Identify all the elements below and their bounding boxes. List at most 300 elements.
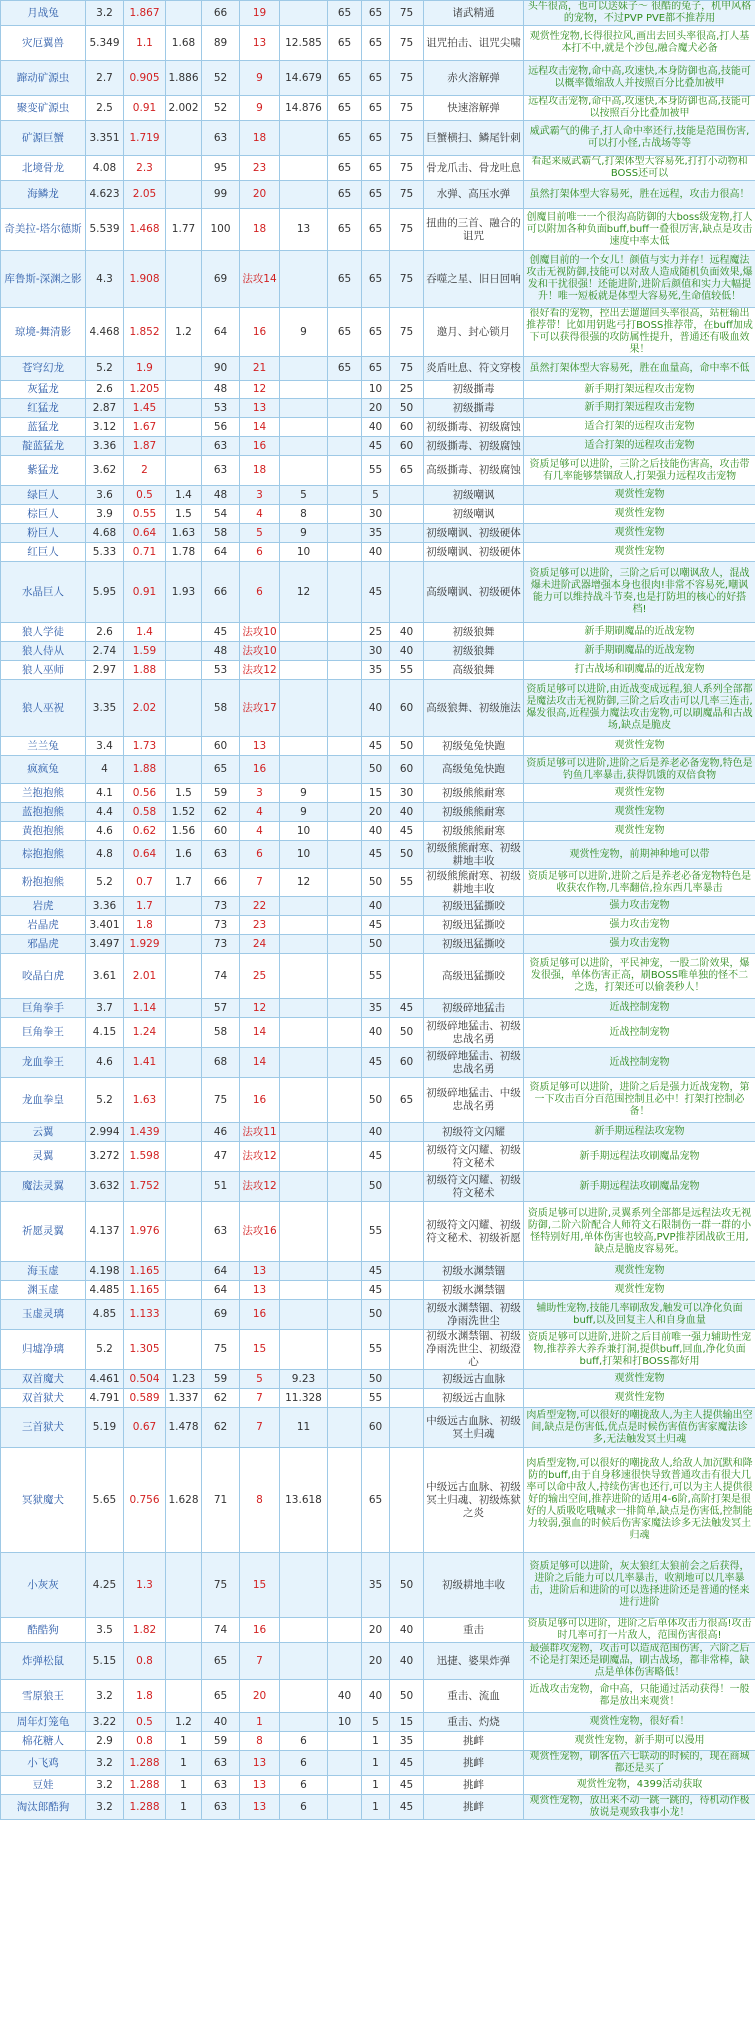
cell-v4: 62 <box>202 1408 240 1448</box>
cell-v8: 5 <box>362 486 390 505</box>
cell-note: 远程攻击宠物,命中高,攻速快,本身防御也高,技能可以概率微缩敌人并按照百分比叠加被甲 <box>524 61 755 96</box>
cell-skill: 高级迅猛撕咬 <box>424 954 524 999</box>
cell-note: 资质足够可以进阶，进阶之后单体攻击力很高!攻击时几率可打一片敌人，范围伤害很高! <box>524 1618 755 1643</box>
cell-v7 <box>328 623 362 642</box>
cell-v4: 57 <box>202 999 240 1018</box>
cell-v1: 4.3 <box>86 251 124 308</box>
cell-name: 棕抱抱熊 <box>1 841 86 869</box>
cell-note: 新手期打架远程攻击宠物 <box>524 399 755 418</box>
cell-v5: 法攻12 <box>240 661 280 680</box>
cell-skill: 初级碎地猛击、初级忠战名勇 <box>424 1048 524 1078</box>
cell-v2: 1.205 <box>124 381 166 399</box>
cell-v4: 69 <box>202 1300 240 1330</box>
cell-v1: 3.7 <box>86 999 124 1018</box>
cell-v4: 75 <box>202 1330 240 1370</box>
cell-note: 资质足够可以进阶,进阶之后是养老必备宠物特色是收获农作物,几率翻倍,捡东西几率暴击 <box>524 869 755 897</box>
cell-v2: 2.3 <box>124 156 166 181</box>
cell-v6 <box>280 680 328 737</box>
cell-v4: 52 <box>202 96 240 121</box>
cell-v9: 40 <box>390 623 424 642</box>
cell-v2: 1.165 <box>124 1262 166 1281</box>
cell-v6 <box>280 661 328 680</box>
cell-v7 <box>328 381 362 399</box>
table-row <box>1 1751 755 1776</box>
cell-v6: 6 <box>280 1732 328 1751</box>
cell-v6 <box>280 1123 328 1142</box>
cell-name: 归墟净璃 <box>1 1330 86 1370</box>
cell-v2: 1.288 <box>124 1795 166 1820</box>
cell-v5: 21 <box>240 357 280 381</box>
cell-v2: 2.02 <box>124 680 166 737</box>
cell-v9 <box>390 505 424 524</box>
cell-v6: 12 <box>280 562 328 623</box>
cell-v5: 14 <box>240 1018 280 1048</box>
cell-v2: 1.867 <box>124 1 166 26</box>
cell-note: 观赏性宠物，很好看！ <box>524 1713 755 1732</box>
cell-skill: 初级水渊禁锢、初级净雨洗世尘、初级澄心 <box>424 1330 524 1370</box>
cell-v7 <box>328 1262 362 1281</box>
cell-v9 <box>390 1262 424 1281</box>
cell-v8: 45 <box>362 841 390 869</box>
cell-v9: 75 <box>390 61 424 96</box>
cell-v9 <box>390 1123 424 1142</box>
cell-v5: 18 <box>240 121 280 156</box>
cell-v8: 55 <box>362 456 390 486</box>
cell-v4: 65 <box>202 756 240 784</box>
cell-v7: 65 <box>328 209 362 251</box>
cell-v3 <box>166 1680 202 1713</box>
cell-v4: 73 <box>202 897 240 916</box>
table-row <box>1 623 755 642</box>
cell-note: 新手期远程法攻宠物 <box>524 1123 755 1142</box>
cell-note: 观赏性宠物，前期神种地可以带 <box>524 841 755 869</box>
cell-v6 <box>280 897 328 916</box>
table-row <box>1 1 755 26</box>
cell-v3 <box>166 1330 202 1370</box>
cell-v8: 55 <box>362 954 390 999</box>
cell-name: 棉花糖人 <box>1 1732 86 1751</box>
cell-note: 观赏性宠物 <box>524 1281 755 1300</box>
cell-v9: 65 <box>390 1078 424 1123</box>
cell-v8: 1 <box>362 1776 390 1795</box>
cell-v8: 10 <box>362 381 390 399</box>
cell-v9 <box>390 562 424 623</box>
cell-note: 资质足够可以进阶，平民神宠，一股二阶效果，爆发很强，单体伤害正高，刷BOSS唯单独的怪不二之选，打架还可以偷袭秒人！ <box>524 954 755 999</box>
cell-name: 云翼 <box>1 1123 86 1142</box>
cell-v4: 63 <box>202 1202 240 1262</box>
cell-v8: 55 <box>362 1389 390 1408</box>
cell-v1: 3.632 <box>86 1172 124 1202</box>
cell-v4: 59 <box>202 1370 240 1389</box>
cell-v4: 63 <box>202 437 240 456</box>
cell-v9: 60 <box>390 680 424 737</box>
cell-v6 <box>280 1553 328 1618</box>
cell-v9: 50 <box>390 399 424 418</box>
cell-v9: 60 <box>390 756 424 784</box>
cell-v5: 1 <box>240 1713 280 1732</box>
cell-v4: 63 <box>202 1795 240 1820</box>
cell-skill: 挑衅 <box>424 1795 524 1820</box>
cell-v2: 0.5 <box>124 1713 166 1732</box>
cell-v7: 10 <box>328 1713 362 1732</box>
cell-skill: 初级嘲讽 <box>424 486 524 505</box>
cell-name: 巨角拳王 <box>1 1018 86 1048</box>
cell-v6 <box>280 381 328 399</box>
cell-v4: 89 <box>202 26 240 61</box>
cell-v4: 100 <box>202 209 240 251</box>
table-row <box>1 486 755 505</box>
table-row <box>1 251 755 308</box>
table-row <box>1 1389 755 1408</box>
cell-skill: 初级碎地猛击、初级忠战名勇 <box>424 1018 524 1048</box>
cell-v1: 3.4 <box>86 737 124 756</box>
cell-v9: 50 <box>390 1018 424 1048</box>
cell-v7 <box>328 1172 362 1202</box>
cell-v9: 45 <box>390 1751 424 1776</box>
cell-skill: 赤火溶解弹 <box>424 61 524 96</box>
table-row <box>1 437 755 456</box>
cell-v4: 63 <box>202 456 240 486</box>
cell-v2: 0.56 <box>124 784 166 803</box>
cell-note: 观赏性宠物，放出来不动一跳一跳的，待机动作极放说是观致我事小龙！ <box>524 1795 755 1820</box>
cell-v8: 60 <box>362 1408 390 1448</box>
cell-note: 最强群攻宠物，攻击可以造成范围伤害，六阶之后不论是打架还是刷魔晶，刷古战场，都非常棒，缺点是单体伤害略低！ <box>524 1643 755 1680</box>
cell-v5: 8 <box>240 1448 280 1553</box>
table-row <box>1 1142 755 1172</box>
cell-v3 <box>166 381 202 399</box>
cell-v1: 3.35 <box>86 680 124 737</box>
table-row <box>1 181 755 209</box>
cell-v7: 65 <box>328 96 362 121</box>
table-body <box>1 1 755 1820</box>
cell-v8: 45 <box>362 1281 390 1300</box>
cell-v4: 65 <box>202 1643 240 1680</box>
cell-v7 <box>328 1018 362 1048</box>
cell-v9 <box>390 1300 424 1330</box>
cell-v4: 59 <box>202 784 240 803</box>
cell-v7 <box>328 954 362 999</box>
cell-v8: 30 <box>362 505 390 524</box>
cell-v6: 9.23 <box>280 1370 328 1389</box>
cell-v1: 3.22 <box>86 1713 124 1732</box>
cell-v2: 1.288 <box>124 1776 166 1795</box>
cell-v3: 1.2 <box>166 1713 202 1732</box>
cell-v7 <box>328 1618 362 1643</box>
cell-v5: 13 <box>240 399 280 418</box>
cell-v9: 65 <box>390 456 424 486</box>
table-row <box>1 61 755 96</box>
cell-name: 双首魔犬 <box>1 1370 86 1389</box>
cell-note: 观赏性宠物 <box>524 784 755 803</box>
cell-v7 <box>328 1300 362 1330</box>
cell-v7 <box>328 437 362 456</box>
cell-v2: 1.41 <box>124 1048 166 1078</box>
cell-name: 黄抱抱熊 <box>1 822 86 841</box>
cell-v4: 64 <box>202 1281 240 1300</box>
cell-name: 祈愿灵翼 <box>1 1202 86 1262</box>
cell-v9: 45 <box>390 822 424 841</box>
cell-v8: 40 <box>362 822 390 841</box>
cell-v1: 3.2 <box>86 1795 124 1820</box>
cell-v1: 4.1 <box>86 784 124 803</box>
cell-v7 <box>328 642 362 661</box>
cell-v7: 65 <box>328 308 362 357</box>
cell-note: 威武霸气的佛子,打人命中率还行,技能是范围伤害,可以打小怪,古战场等等 <box>524 121 755 156</box>
cell-v2: 1.852 <box>124 308 166 357</box>
cell-name: 魔法灵翼 <box>1 1172 86 1202</box>
cell-v3 <box>166 680 202 737</box>
cell-skill: 吞噬之星、旧日回响 <box>424 251 524 308</box>
cell-skill: 初级熊熊耐寒、初级耕地丰收 <box>424 869 524 897</box>
cell-note: 观赏性宠物 <box>524 822 755 841</box>
cell-v9 <box>390 1202 424 1262</box>
cell-v4: 90 <box>202 357 240 381</box>
cell-v4: 46 <box>202 1123 240 1142</box>
cell-v4: 64 <box>202 1262 240 1281</box>
cell-v8: 40 <box>362 418 390 437</box>
cell-skill: 初级嘲讽 <box>424 505 524 524</box>
table-row <box>1 661 755 680</box>
cell-v6 <box>280 642 328 661</box>
cell-v7 <box>328 841 362 869</box>
cell-note: 头牛很高，也可以送妹子～ 很酷的兔子，机甲风格的宠物，不过PVP PVE都不推荐用 <box>524 1 755 26</box>
cell-note: 新手期刷魔晶的近战宠物 <box>524 623 755 642</box>
cell-v1: 4.6 <box>86 1048 124 1078</box>
cell-v5: 法攻10 <box>240 623 280 642</box>
table-row <box>1 954 755 999</box>
cell-name: 岩虎 <box>1 897 86 916</box>
cell-skill: 重击 <box>424 1618 524 1643</box>
cell-v9: 15 <box>390 1713 424 1732</box>
cell-v2: 1.439 <box>124 1123 166 1142</box>
cell-v6 <box>280 1202 328 1262</box>
cell-v2: 1.598 <box>124 1142 166 1172</box>
cell-v6: 9 <box>280 803 328 822</box>
cell-v6: 12.585 <box>280 26 328 61</box>
cell-v1: 2.6 <box>86 381 124 399</box>
cell-v8: 40 <box>362 897 390 916</box>
cell-v8: 35 <box>362 524 390 543</box>
cell-v1: 5.15 <box>86 1643 124 1680</box>
table-row <box>1 1202 755 1262</box>
cell-v1: 3.61 <box>86 954 124 999</box>
cell-v2: 1.3 <box>124 1553 166 1618</box>
cell-skill: 初级撕毒 <box>424 399 524 418</box>
cell-v7: 65 <box>328 26 362 61</box>
cell-v5: 13 <box>240 1751 280 1776</box>
cell-v2: 0.589 <box>124 1389 166 1408</box>
cell-name: 矿源巨蟹 <box>1 121 86 156</box>
cell-name: 绿巨人 <box>1 486 86 505</box>
cell-skill: 初级符文闪耀、初级符文秘术、初级祈愿 <box>424 1202 524 1262</box>
cell-v8: 65 <box>362 121 390 156</box>
cell-v9: 75 <box>390 251 424 308</box>
cell-v3: 1.78 <box>166 543 202 562</box>
cell-v8: 45 <box>362 737 390 756</box>
cell-note: 新手期远程法攻刷魔晶宠物 <box>524 1142 755 1172</box>
cell-v5: 23 <box>240 156 280 181</box>
cell-v4: 63 <box>202 1751 240 1776</box>
cell-v5: 16 <box>240 437 280 456</box>
cell-v7 <box>328 1281 362 1300</box>
cell-v9: 75 <box>390 156 424 181</box>
cell-v1: 3.36 <box>86 897 124 916</box>
cell-v5: 13 <box>240 1776 280 1795</box>
cell-v5: 9 <box>240 61 280 96</box>
cell-name: 狼人巫祝 <box>1 680 86 737</box>
cell-v5: 23 <box>240 916 280 935</box>
cell-skill: 中级远古血脉、初级冥土归魂 <box>424 1408 524 1448</box>
cell-skill: 高级嘲讽、初级硬体 <box>424 562 524 623</box>
cell-skill: 初级耕地丰收 <box>424 1553 524 1618</box>
cell-v8: 65 <box>362 181 390 209</box>
cell-note: 资质足够可以进阶,进阶之后目前唯一强力辅助性宠物,推荐养大养乔兼打洞,提供buff,回血,净化负面buff,打架和打BOSS都好用 <box>524 1330 755 1370</box>
cell-v3 <box>166 935 202 954</box>
cell-v1: 2.5 <box>86 96 124 121</box>
cell-v8: 1 <box>362 1751 390 1776</box>
cell-v6: 6 <box>280 1751 328 1776</box>
cell-v8: 35 <box>362 661 390 680</box>
cell-note: 观赏性宠物 <box>524 505 755 524</box>
cell-v6 <box>280 999 328 1018</box>
table-row <box>1 156 755 181</box>
cell-v8: 20 <box>362 803 390 822</box>
cell-v5: 13 <box>240 1795 280 1820</box>
cell-v4: 64 <box>202 308 240 357</box>
cell-note: 肉盾型宠物,可以很好的嘲拢敌人,为主人提供输出空间,缺点是伤害低,优点是时候伤害值伤害家魔法诊多,无法触发冥土归魂 <box>524 1408 755 1448</box>
cell-v3 <box>166 916 202 935</box>
cell-skill: 挑衅 <box>424 1732 524 1751</box>
cell-v2: 1.288 <box>124 1751 166 1776</box>
cell-v6: 11.328 <box>280 1389 328 1408</box>
cell-v5: 25 <box>240 954 280 999</box>
cell-skill: 初级碎地猛击 <box>424 999 524 1018</box>
cell-note: 虽然打架体型大容易死，胜在远程，攻击力很高！ <box>524 181 755 209</box>
cell-name: 粉巨人 <box>1 524 86 543</box>
cell-v7 <box>328 999 362 1018</box>
cell-v7 <box>328 1202 362 1262</box>
cell-skill: 水弹、高压水弹 <box>424 181 524 209</box>
cell-v4: 66 <box>202 1 240 26</box>
cell-v1: 5.65 <box>86 1448 124 1553</box>
cell-name: 酷酷狗 <box>1 1618 86 1643</box>
cell-v8: 40 <box>362 1680 390 1713</box>
cell-v7 <box>328 1330 362 1370</box>
table-row <box>1 737 755 756</box>
cell-note: 观赏性宠物 <box>524 737 755 756</box>
cell-v5: 13 <box>240 1262 280 1281</box>
cell-name: 疯疯兔 <box>1 756 86 784</box>
cell-note: 适合打架的远程攻击宠物 <box>524 437 755 456</box>
cell-v8: 50 <box>362 1078 390 1123</box>
cell-v9 <box>390 954 424 999</box>
cell-v5: 3 <box>240 486 280 505</box>
cell-v7 <box>328 822 362 841</box>
cell-note: 资质足够可以进阶，进阶之后是强力近战宠物，第一下攻击百分百范围控制且必中！打架打控制必备！ <box>524 1078 755 1123</box>
cell-v6: 13 <box>280 209 328 251</box>
cell-v7 <box>328 1553 362 1618</box>
cell-v2: 0.905 <box>124 61 166 96</box>
cell-v2: 1.1 <box>124 26 166 61</box>
cell-v2: 2.01 <box>124 954 166 999</box>
cell-v9: 40 <box>390 803 424 822</box>
table-row <box>1 1018 755 1048</box>
table-row <box>1 209 755 251</box>
cell-v7: 65 <box>328 357 362 381</box>
cell-v7 <box>328 661 362 680</box>
cell-skill: 重击、灼烧 <box>424 1713 524 1732</box>
cell-v8: 45 <box>362 437 390 456</box>
cell-skill: 初级迅猛撕咬 <box>424 935 524 954</box>
cell-v5: 6 <box>240 562 280 623</box>
cell-v5: 16 <box>240 308 280 357</box>
cell-v2: 1.82 <box>124 1618 166 1643</box>
cell-note: 观赏性宠物，刷客伍六七联动的时候的，现在商城都还是买了 <box>524 1751 755 1776</box>
cell-v6 <box>280 121 328 156</box>
cell-skill: 高级狼舞 <box>424 661 524 680</box>
cell-v9: 60 <box>390 437 424 456</box>
cell-v5: 法攻17 <box>240 680 280 737</box>
cell-v3 <box>166 1 202 26</box>
cell-v8: 65 <box>362 1448 390 1553</box>
cell-v2: 1.24 <box>124 1018 166 1048</box>
cell-v8: 1 <box>362 1795 390 1820</box>
cell-v1: 2.9 <box>86 1732 124 1751</box>
cell-v2: 1.719 <box>124 121 166 156</box>
cell-skill: 初级碎地猛击、中级忠战名勇 <box>424 1078 524 1123</box>
cell-v9 <box>390 1142 424 1172</box>
cell-v3 <box>166 437 202 456</box>
cell-skill: 快速溶解弹 <box>424 96 524 121</box>
cell-name: 炸弹松鼠 <box>1 1643 86 1680</box>
cell-v6 <box>280 954 328 999</box>
cell-v6: 10 <box>280 822 328 841</box>
cell-v1: 3.272 <box>86 1142 124 1172</box>
cell-skill: 高级兔兔快跑 <box>424 756 524 784</box>
cell-name: 海鳞龙 <box>1 181 86 209</box>
cell-skill: 初级嘲讽、初级硬体 <box>424 543 524 562</box>
cell-note: 观赏性宠物 <box>524 1389 755 1408</box>
cell-v8: 50 <box>362 756 390 784</box>
cell-skill: 初级符文闪耀、初级符文秘术 <box>424 1142 524 1172</box>
cell-v2: 0.756 <box>124 1448 166 1553</box>
cell-v8: 45 <box>362 916 390 935</box>
cell-v8: 50 <box>362 1172 390 1202</box>
table-row <box>1 1643 755 1680</box>
cell-v2: 0.504 <box>124 1370 166 1389</box>
cell-name: 三首狱犬 <box>1 1408 86 1448</box>
table-row <box>1 1618 755 1643</box>
cell-v7: 65 <box>328 1 362 26</box>
table-row <box>1 1553 755 1618</box>
cell-v8: 20 <box>362 1643 390 1680</box>
table-row <box>1 1300 755 1330</box>
cell-v3: 1 <box>166 1795 202 1820</box>
cell-name: 水晶巨人 <box>1 562 86 623</box>
cell-skill: 初级符文闪耀 <box>424 1123 524 1142</box>
cell-v2: 1.73 <box>124 737 166 756</box>
cell-v6 <box>280 1713 328 1732</box>
cell-v9: 30 <box>390 784 424 803</box>
cell-v4: 63 <box>202 1776 240 1795</box>
cell-name: 苍穹幻龙 <box>1 357 86 381</box>
table-row <box>1 456 755 486</box>
cell-skill: 巨蟹横扫、鳞尾针刺 <box>424 121 524 156</box>
cell-v7 <box>328 869 362 897</box>
cell-v4: 73 <box>202 916 240 935</box>
table-row <box>1 1330 755 1370</box>
cell-v8: 1 <box>362 1732 390 1751</box>
